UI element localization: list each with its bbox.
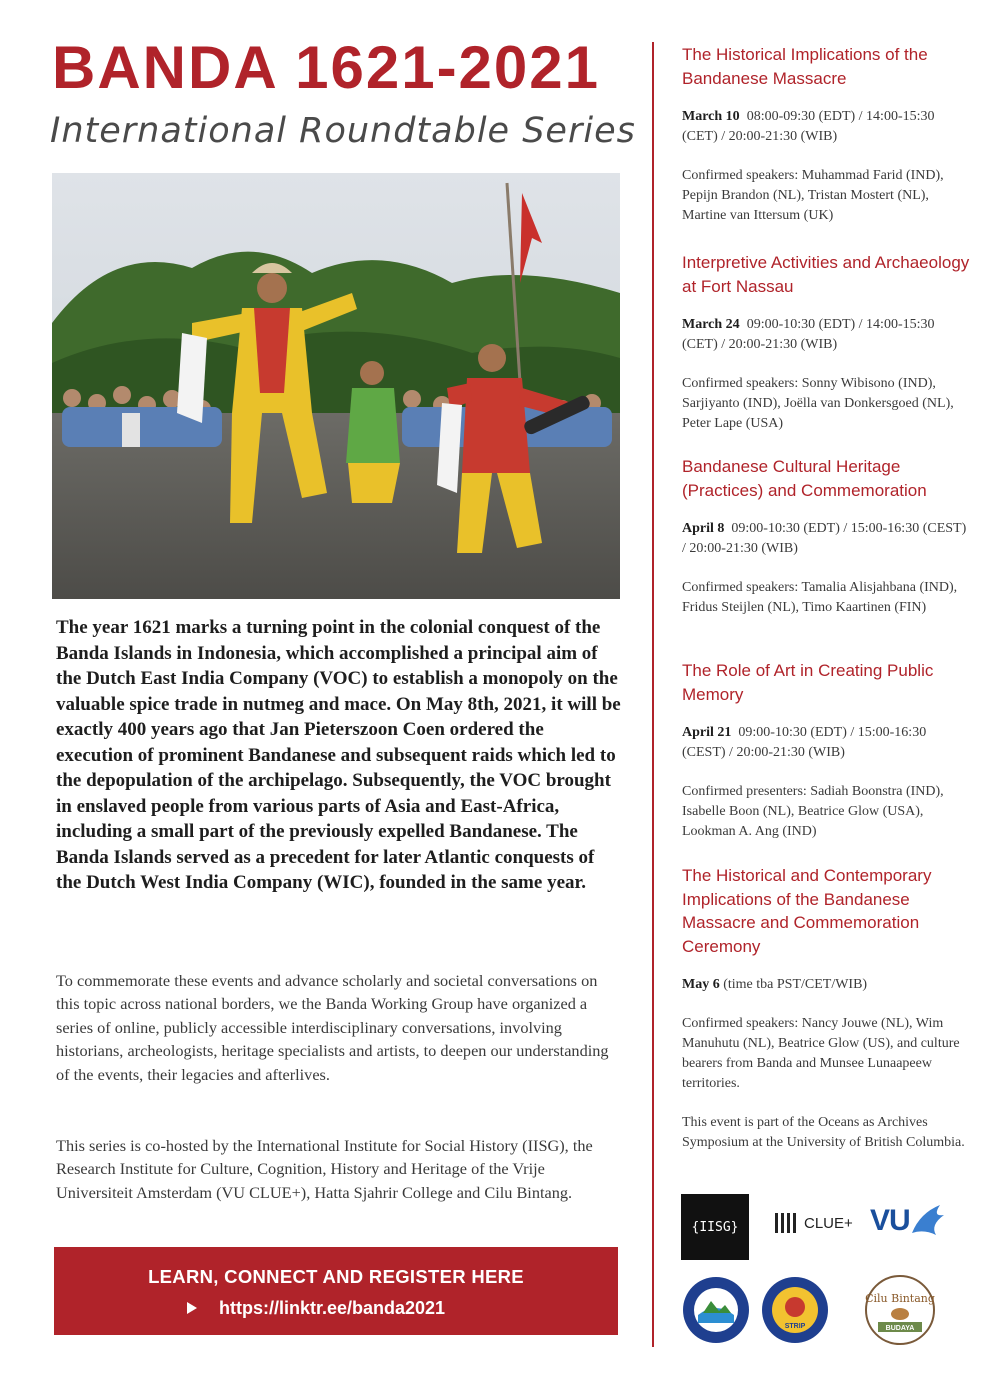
session-title: The Historical Implications of the Bandanese Massacre bbox=[682, 45, 928, 88]
session-1 bbox=[682, 43, 972, 226]
session-date: March 24 bbox=[682, 317, 740, 332]
event-footnote: This event is part of the Oceans as Archives Symposium at the University of British Columbia. bbox=[682, 1115, 965, 1150]
session-speakers: Confirmed speakers: Muhammad Farid (IND), Pepijn Brandon (NL), Tristan Mostert (NL), Martine van Ittersum (UK) bbox=[682, 168, 944, 223]
vu-logo-text: VU bbox=[870, 1204, 910, 1237]
clue-logo-text: CLUE+ bbox=[804, 1214, 853, 1232]
session-speakers: Confirmed speakers: Tamalia Alisjahbana (IND), Fridus Steijlen (NL), Timo Kaartinen (FIN) bbox=[682, 580, 958, 615]
session-date: March 10 bbox=[682, 109, 740, 124]
vu-logo bbox=[870, 1203, 946, 1239]
page-subtitle: International Roundtable Series bbox=[50, 111, 636, 151]
strip-label: STRIP bbox=[784, 1323, 806, 1330]
iisg-logo-text: {IISG} bbox=[691, 1219, 739, 1235]
register-title: LEARN, CONNECT AND REGISTER HERE bbox=[148, 1266, 524, 1287]
session-date: May 6 bbox=[682, 977, 720, 992]
play-arrow-icon bbox=[187, 1302, 197, 1314]
cilu-bintang-icon bbox=[860, 1272, 940, 1348]
session-date: April 8 bbox=[682, 521, 725, 536]
strip-seal-logo bbox=[760, 1275, 830, 1350]
session-time: 09:00-10:30 (EDT) / 15:00-16:30 (CEST) / 20:00-21:30 (WIB) bbox=[682, 521, 967, 556]
dancers-photo bbox=[52, 173, 620, 599]
session-speakers: Confirmed presenters: Sadiah Boonstra (IND), Isabelle Boon (NL), Beatrice Glow (USA), Lookman A. Ang (IND) bbox=[682, 784, 944, 839]
session-speakers: Confirmed speakers: Nancy Jouwe (NL), Wim Manuhutu (NL), Beatrice Glow (US), and culture bearers from Banda and Munsee Lunaapeew territories. bbox=[682, 1016, 960, 1091]
session-title: The Historical and Contemporary Implications of the Bandanese Massacre and Commemoration Ceremony bbox=[682, 866, 932, 956]
cohost-paragraph: This series is co-hosted by the International Institute for Social History (IISG), the Research Institute for Culture, Cognition, History and Heritage of the Vrije Universiteit Amsterdam (VU CLUE+), Hatta Sjahrir College and Cilu Bintang. bbox=[56, 1136, 593, 1202]
session-title: Interpretive Activities and Archaeology at Fort Nassau bbox=[682, 253, 970, 296]
session-time: (time tba PST/CET/WIB) bbox=[723, 977, 868, 992]
strip-seal-icon bbox=[760, 1275, 830, 1345]
sekolah-seal-logo bbox=[681, 1275, 751, 1350]
column-divider bbox=[652, 42, 654, 1347]
session-time: 08:00-09:30 (EDT) / 14:00-15:30 (CET) / 20:00-21:30 (WIB) bbox=[682, 109, 935, 144]
session-2 bbox=[682, 251, 972, 434]
register-banner[interactable] bbox=[54, 1247, 618, 1335]
session-title: The Role of Art in Creating Public Memory bbox=[682, 661, 934, 704]
cilu-bintang-logo bbox=[860, 1272, 940, 1353]
session-date: April 21 bbox=[682, 725, 732, 740]
commemorate-paragraph: To commemorate these events and advance scholarly and societal conversations on this topic across national borders, we the Banda Working Group have organized a series of online, publicly accessible interdisciplinary conversations, involving historians, archeologists, heritage specialists and artists, to deepen our understanding of the events, their legacies and afterlives. bbox=[56, 971, 609, 1084]
griffin-icon bbox=[910, 1203, 946, 1239]
dancers-illustration bbox=[52, 173, 620, 599]
session-3 bbox=[682, 455, 972, 618]
clue-bars-icon bbox=[775, 1212, 801, 1234]
session-title: Bandanese Cultural Heritage (Practices) and Commemoration bbox=[682, 457, 927, 500]
page-title: BANDA 1621-2021 bbox=[52, 34, 601, 101]
cilu-sub-label: BUDAYA bbox=[885, 1325, 915, 1332]
iisg-logo bbox=[681, 1194, 749, 1260]
sekolah-seal-icon bbox=[681, 1275, 751, 1345]
session-5 bbox=[682, 864, 972, 1153]
session-time: 09:00-10:30 (EDT) / 14:00-15:30 (CET) / 20:00-21:30 (WIB) bbox=[682, 317, 935, 352]
register-link[interactable]: https://linktr.ee/banda2021 bbox=[219, 1298, 446, 1318]
clue-logo bbox=[775, 1212, 853, 1234]
session-time: 09:00-10:30 (EDT) / 15:00-16:30 (CEST) / 20:00-21:30 (WIB) bbox=[682, 725, 927, 760]
session-speakers: Confirmed speakers: Sonny Wibisono (IND), Sarjiyanto (IND), Joëlla van Donkersgoed (NL), Peter Lape (USA) bbox=[682, 376, 954, 431]
lead-paragraph: The year 1621 marks a turning point in the colonial conquest of the Banda Islands in Indonesia, which accomplished a principal aim of the Dutch East India Company (VOC) to establish a monopoly on the valuable spice trade in nutmeg and mace. On May 8th, 2021, it will be exactly 400 years ago that Jan Pieterszoon Coen ordered the execution of prominent Bandanese and subsequent raids which led to the depopulation of the archipelago. Subsequently, the VOC brought in enslaved people from various parts of Asia and East-Africa, including a small part of the previously expelled Bandanese. The Banda Islands served as a precedent for later Atlantic conquests of the Dutch West India Company (WIC), founded in the same year. bbox=[56, 617, 621, 893]
session-4 bbox=[682, 659, 972, 842]
cilu-label: Cilu Bintang bbox=[865, 1292, 935, 1305]
